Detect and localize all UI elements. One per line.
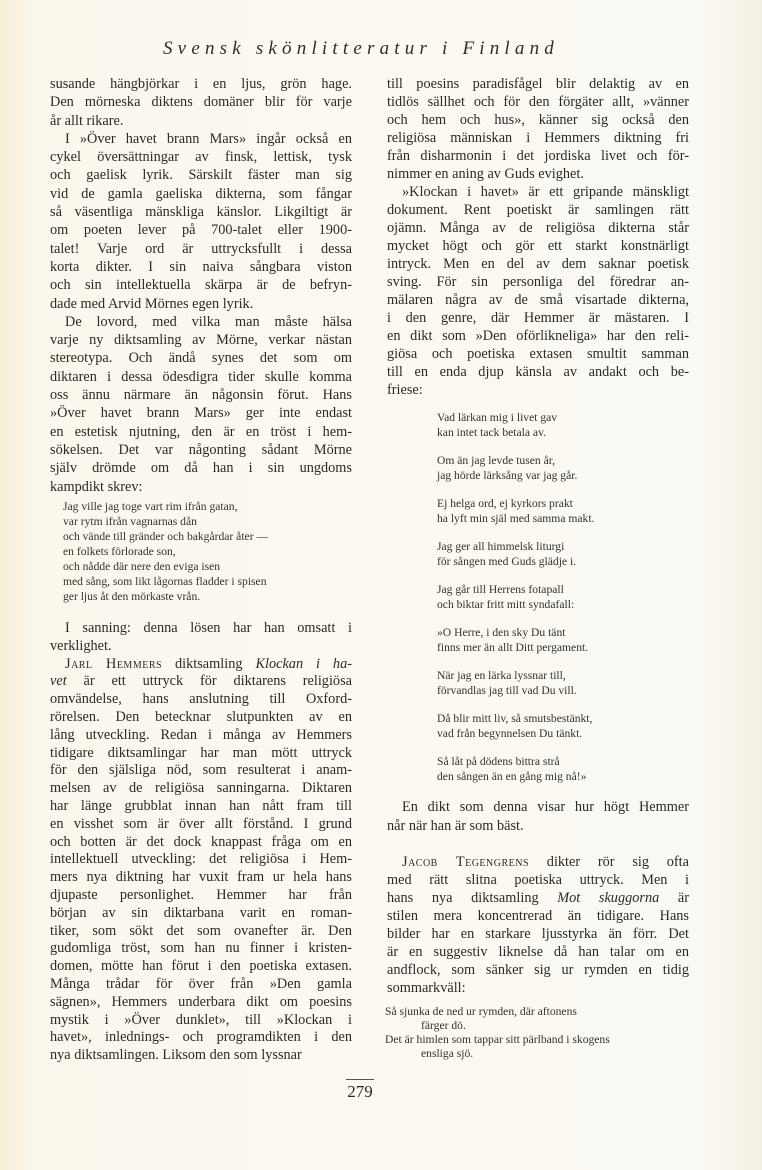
poem-stanza bbox=[437, 754, 594, 797]
text-line bbox=[50, 816, 352, 834]
text-line: dokument. Rent poetiskt är samlingen rätt bbox=[387, 202, 689, 218]
text-line bbox=[50, 762, 352, 780]
poem-line: När jag en lärka lyssnar till, bbox=[437, 669, 566, 682]
text-segment: och botten är det dock knappast fråga om en bbox=[50, 833, 352, 850]
text-line bbox=[387, 925, 689, 943]
text-segment: rörelsen. Den betecknar slutpunkten av en bbox=[50, 708, 352, 725]
poem-stanza bbox=[437, 625, 594, 668]
left-column-poem bbox=[63, 499, 268, 604]
poem-line: kan intet tack betala av. bbox=[437, 426, 547, 439]
poem-line: och biktar fritt mitt syndafall: bbox=[437, 598, 575, 611]
paragraph bbox=[50, 75, 352, 130]
right-column-tegengren-poem bbox=[385, 1005, 610, 1061]
text-segment: en visshet som är över allt förstånd. I grund bbox=[50, 815, 352, 832]
text-segment: sommarkväll: bbox=[387, 980, 466, 996]
text-segment: mers nya diktning har vuxit fram ur hela hans bbox=[50, 869, 352, 886]
poem-stanza bbox=[437, 410, 594, 453]
text-line: sökelsen. Det var någonting sådant Mörne bbox=[50, 441, 352, 458]
text-segment: mystik i »Över dunklet», till »Klockan i bbox=[50, 1011, 352, 1028]
text-segment: tiker, som sökt det som ovanefter är. Den bbox=[50, 922, 352, 939]
text-segment: melsen av de religiösa sanningarna. Diktaren bbox=[50, 780, 352, 797]
poem-stanza bbox=[437, 582, 594, 625]
paragraph bbox=[387, 798, 689, 836]
text-line: De lovord, med vilka man måste hälsa bbox=[65, 313, 352, 330]
poem-line: Så låt på dödens bittra strå bbox=[437, 755, 560, 768]
text-line bbox=[387, 979, 689, 997]
poem-stanza bbox=[437, 711, 594, 754]
poem-line: var rytm ifrån vagnarnas dån bbox=[63, 515, 197, 528]
text-line: en estetisk njutning, den är en tröst i hem- bbox=[50, 423, 352, 440]
text-segment: omvändelse, hans anslutning till Oxford- bbox=[50, 691, 352, 708]
right-column-top-text bbox=[387, 75, 689, 399]
text-line: tidlös sällhet och för den förgäter allt, »vänner bbox=[387, 94, 689, 110]
text-line bbox=[50, 834, 352, 852]
page-number-rule bbox=[346, 1079, 374, 1080]
text-line bbox=[50, 798, 352, 816]
text-line: och gaelisk lyrik. Särskilt fäster man sig bbox=[50, 167, 352, 184]
text-segment: med rätt slitna poetiska uttryck. Men i bbox=[387, 872, 689, 888]
poem-line: färger dö. bbox=[421, 1019, 466, 1032]
text-line: om poeten lever på 700-talet eller 1900- bbox=[50, 222, 352, 239]
text-line bbox=[50, 709, 352, 727]
text-line: vid de gamla gaeliska dikterna, som fångar bbox=[50, 185, 352, 202]
poem-stanza bbox=[437, 668, 594, 711]
text-segment: diktsamling bbox=[162, 655, 256, 672]
text-line: religiösa människan i Hemmers diktning fri bbox=[387, 130, 689, 146]
text-line: I »Över havet brann Mars» ingår också en bbox=[65, 130, 352, 147]
text-line bbox=[50, 976, 352, 994]
text-line bbox=[50, 869, 352, 887]
text-line bbox=[50, 638, 352, 656]
poem-line: ensliga sjö. bbox=[421, 1047, 474, 1060]
text-line bbox=[50, 994, 352, 1012]
text-line: från disharmonin i det jordiska livet och för- bbox=[387, 148, 689, 164]
text-line: till poesins paradisfågel blir delaktig av en bbox=[387, 76, 689, 92]
text-segment: når när han är som bäst. bbox=[387, 818, 524, 834]
text-segment: gudomliga tröst, som han nu finner i kristen- bbox=[50, 940, 352, 957]
text-line bbox=[50, 780, 352, 798]
text-segment: domen, mötte han förut i den poetiska extasen. bbox=[50, 958, 352, 975]
poem-line: ger ljus åt den mörkaste vrån. bbox=[63, 590, 201, 603]
text-line: så väsentliga mänskliga känslor. Likgiltigt är bbox=[50, 204, 352, 221]
text-line bbox=[387, 907, 689, 925]
text-line: oss ännu närmare än någonsin förut. Hans bbox=[50, 387, 352, 404]
text-line bbox=[50, 656, 352, 674]
text-line: och hem och hus», känner sig också den bbox=[387, 112, 689, 128]
text-line bbox=[50, 673, 352, 691]
poem-line: en folkets förlorade son, bbox=[63, 545, 176, 558]
text-line: i den genre, där Hemmer är mästaren. I bbox=[387, 310, 689, 326]
text-line bbox=[50, 940, 352, 958]
text-line: en dikt som »Den oförlikneliga» har den reli- bbox=[387, 328, 689, 344]
left-column-bottom-text bbox=[50, 620, 352, 1065]
text-segment: har länge grubblat innan han nått fram till bbox=[50, 797, 352, 814]
left-column-top-text bbox=[50, 75, 352, 496]
text-line: Den mörneska diktens domäner blir för varje bbox=[50, 94, 352, 111]
text-segment: början av sin diktarbana varit en roman- bbox=[50, 904, 352, 921]
text-line bbox=[50, 1012, 352, 1030]
text-line: ojämn. Många av de religiösa dikterna står bbox=[387, 220, 689, 236]
text-line: cykel översättningar av finsk, lettisk, tysk bbox=[50, 149, 352, 166]
text-segment: djupaste personlighet. Hemmer har från bbox=[50, 886, 352, 903]
text-line bbox=[50, 851, 352, 869]
text-line: »Klockan i havet» är ett gripande mänskligt bbox=[402, 184, 689, 200]
book-title: Mot skuggorna bbox=[557, 890, 660, 906]
text-line: år allt rikare. bbox=[50, 112, 124, 129]
poem-line: »O Herre, i den sky Du tänt bbox=[437, 626, 566, 639]
text-segment: stilen mera koncentrerad än tidigare. Hans bbox=[387, 908, 689, 924]
text-line: korta dikter. I sin naiva sångbara viston bbox=[50, 258, 352, 275]
text-segment: I sanning: denna lösen har han omsatt i bbox=[65, 620, 352, 636]
text-line: friese: bbox=[387, 382, 423, 398]
poem-line: Jag går till Herrens fotapall bbox=[437, 583, 564, 596]
text-line: och sin intellektuella skärpa är de befryn- bbox=[50, 277, 352, 294]
text-line bbox=[50, 887, 352, 905]
poem-line: för sången med Guds glädje i. bbox=[437, 555, 577, 568]
paragraph bbox=[387, 75, 689, 183]
text-segment: nya diktsamlingen. Liksom den som lyssnar bbox=[50, 1047, 302, 1064]
author-name: Jacob Tegengrens bbox=[402, 854, 530, 870]
text-line: mälaren några av de små visartade dikterna, bbox=[387, 292, 689, 308]
text-segment: En dikt som denna visar hur högt Hemmer bbox=[402, 799, 689, 815]
poem-line: Då blir mitt liv, så smutsbestänkt, bbox=[437, 712, 593, 725]
text-line: giösa och poetiska extasen smultit samman bbox=[387, 346, 689, 362]
text-line: stereotypa. Och ändå synes det som om bbox=[50, 350, 352, 367]
right-column-en-dikt-paragraph bbox=[387, 798, 689, 836]
text-line bbox=[50, 691, 352, 709]
text-line: dade med Arvid Mörnes egen lyrik. bbox=[50, 295, 254, 312]
poem-line: Jag ger all himmelsk liturgi bbox=[437, 540, 565, 553]
text-segment: sägnen», Hemmers underbara dikt om poesins bbox=[50, 993, 352, 1010]
poem-stanza bbox=[437, 453, 594, 496]
poem-line: Om än jag levde tusen år, bbox=[437, 454, 556, 467]
poem-line: vad från begynnelsen Du tänkt. bbox=[437, 727, 583, 740]
text-line bbox=[50, 727, 352, 745]
right-column-poem bbox=[437, 410, 594, 797]
text-segment: Många trådar för över från »Den gamla bbox=[50, 975, 352, 992]
text-line: mycket högt och gör ett starkt konstnärligt bbox=[387, 238, 689, 254]
poem-line: Så sjunka de ned ur rymden, där aftonens bbox=[385, 1005, 577, 1018]
poem-line: Jag ville jag toge vart rim ifrån gatan, bbox=[63, 500, 238, 513]
text-line: nimmer en aning av Guds evighet. bbox=[387, 166, 584, 182]
poem-stanza bbox=[437, 539, 594, 582]
paragraph bbox=[387, 183, 689, 399]
text-line bbox=[387, 871, 689, 889]
running-header: Svensk skönlitteratur i Finland bbox=[162, 38, 560, 59]
text-line bbox=[387, 853, 689, 871]
poem-line: jag hörde lärksång var jag går. bbox=[437, 469, 578, 482]
text-segment: är en suggestiv liknelse då han talar om en bbox=[387, 944, 689, 960]
text-line bbox=[50, 745, 352, 763]
text-segment: verklighet. bbox=[50, 637, 112, 654]
text-line bbox=[387, 961, 689, 979]
text-segment: lång utveckling. Redan i många av Hemmers bbox=[50, 726, 352, 743]
page-number: 279 bbox=[347, 1082, 373, 1101]
right-column-tegengren-paragraph bbox=[387, 853, 689, 997]
text-segment: andflock, som sänker sig ur rymden en tidig bbox=[387, 962, 689, 978]
text-segment: är bbox=[659, 890, 689, 906]
book-title: vet bbox=[50, 673, 67, 690]
poem-line: med sång, som likt lågornas fladder i spisen bbox=[63, 575, 267, 588]
paragraph bbox=[50, 130, 352, 313]
text-segment: tidigare diktsamlingar har man mött uttryck bbox=[50, 744, 352, 761]
text-line bbox=[50, 1029, 352, 1047]
text-segment: för den själsliga nöd, som resulterat i anam- bbox=[50, 762, 352, 779]
text-line bbox=[50, 905, 352, 923]
poem-line: och nådde där nere den eviga isen bbox=[63, 560, 221, 573]
text-line: till en enda djup känsla av andakt och be- bbox=[387, 364, 689, 380]
text-line bbox=[387, 889, 689, 907]
text-line: varje ny diktsamling av Mörne, verkar nästan bbox=[50, 332, 352, 349]
book-title: Klockan i ha- bbox=[255, 655, 352, 672]
text-line: sving. För sin personliga del föredrar an- bbox=[387, 274, 689, 290]
paragraph bbox=[387, 853, 689, 997]
text-segment: intellektuell utveckling: det religiösa i Hem- bbox=[50, 851, 352, 868]
text-line bbox=[50, 620, 352, 638]
paragraph bbox=[50, 313, 352, 496]
text-segment: är ett uttryck för diktarens religiösa bbox=[66, 673, 352, 690]
poem-line: Ej helga ord, ej kyrkors prakt bbox=[437, 497, 573, 510]
text-segment: bilder har en starkare ljusstyrka än förr. Det bbox=[387, 926, 689, 942]
text-line: diktaren i dessa ödesdigra tider skulle komma bbox=[50, 368, 352, 385]
poem-stanza bbox=[437, 496, 594, 539]
text-line: kampdikt skrev: bbox=[50, 478, 143, 495]
text-line bbox=[50, 1047, 352, 1065]
paragraph bbox=[50, 620, 352, 656]
poem-line: förvandlas jag till vad Du vill. bbox=[437, 684, 577, 697]
author-name: Jarl Hemmers bbox=[65, 655, 163, 672]
text-segment: havet», inlednings- och programdikten i den bbox=[50, 1029, 352, 1046]
text-line: »Över havet brann Mars» ger inte endast bbox=[50, 405, 352, 422]
text-line bbox=[50, 958, 352, 976]
poem-line: Vad lärkan mig i livet gav bbox=[437, 411, 558, 424]
text-line bbox=[50, 923, 352, 941]
text-line bbox=[387, 798, 689, 817]
text-line: susande hängbjörkar i en ljus, grön hage. bbox=[50, 76, 352, 92]
text-line: talet! Varje ord är uttrycksfullt i dessa bbox=[50, 240, 352, 257]
poem-line: den sången än en gång mig nå!» bbox=[437, 770, 587, 783]
text-line: själv drömde om då han i sin ungdoms bbox=[50, 460, 352, 477]
poem-line: och vände till gränder och bakgårdar åter — bbox=[63, 530, 269, 543]
text-segment: dikter rör sig ofta bbox=[529, 854, 689, 870]
poem-line: Det är himlen som tappar sitt pärlband i skogens bbox=[385, 1033, 610, 1046]
text-line bbox=[387, 943, 689, 961]
poem-line: ha lyft min själ med samma makt. bbox=[437, 512, 595, 525]
text-line bbox=[387, 817, 689, 836]
text-segment: hans nya diktsamling bbox=[387, 890, 558, 906]
poem-line: finns mer än allt Ditt pergament. bbox=[437, 641, 589, 654]
paragraph bbox=[50, 656, 352, 1065]
text-line: intryck. Men en del av dem saknar poetisk bbox=[387, 256, 689, 272]
